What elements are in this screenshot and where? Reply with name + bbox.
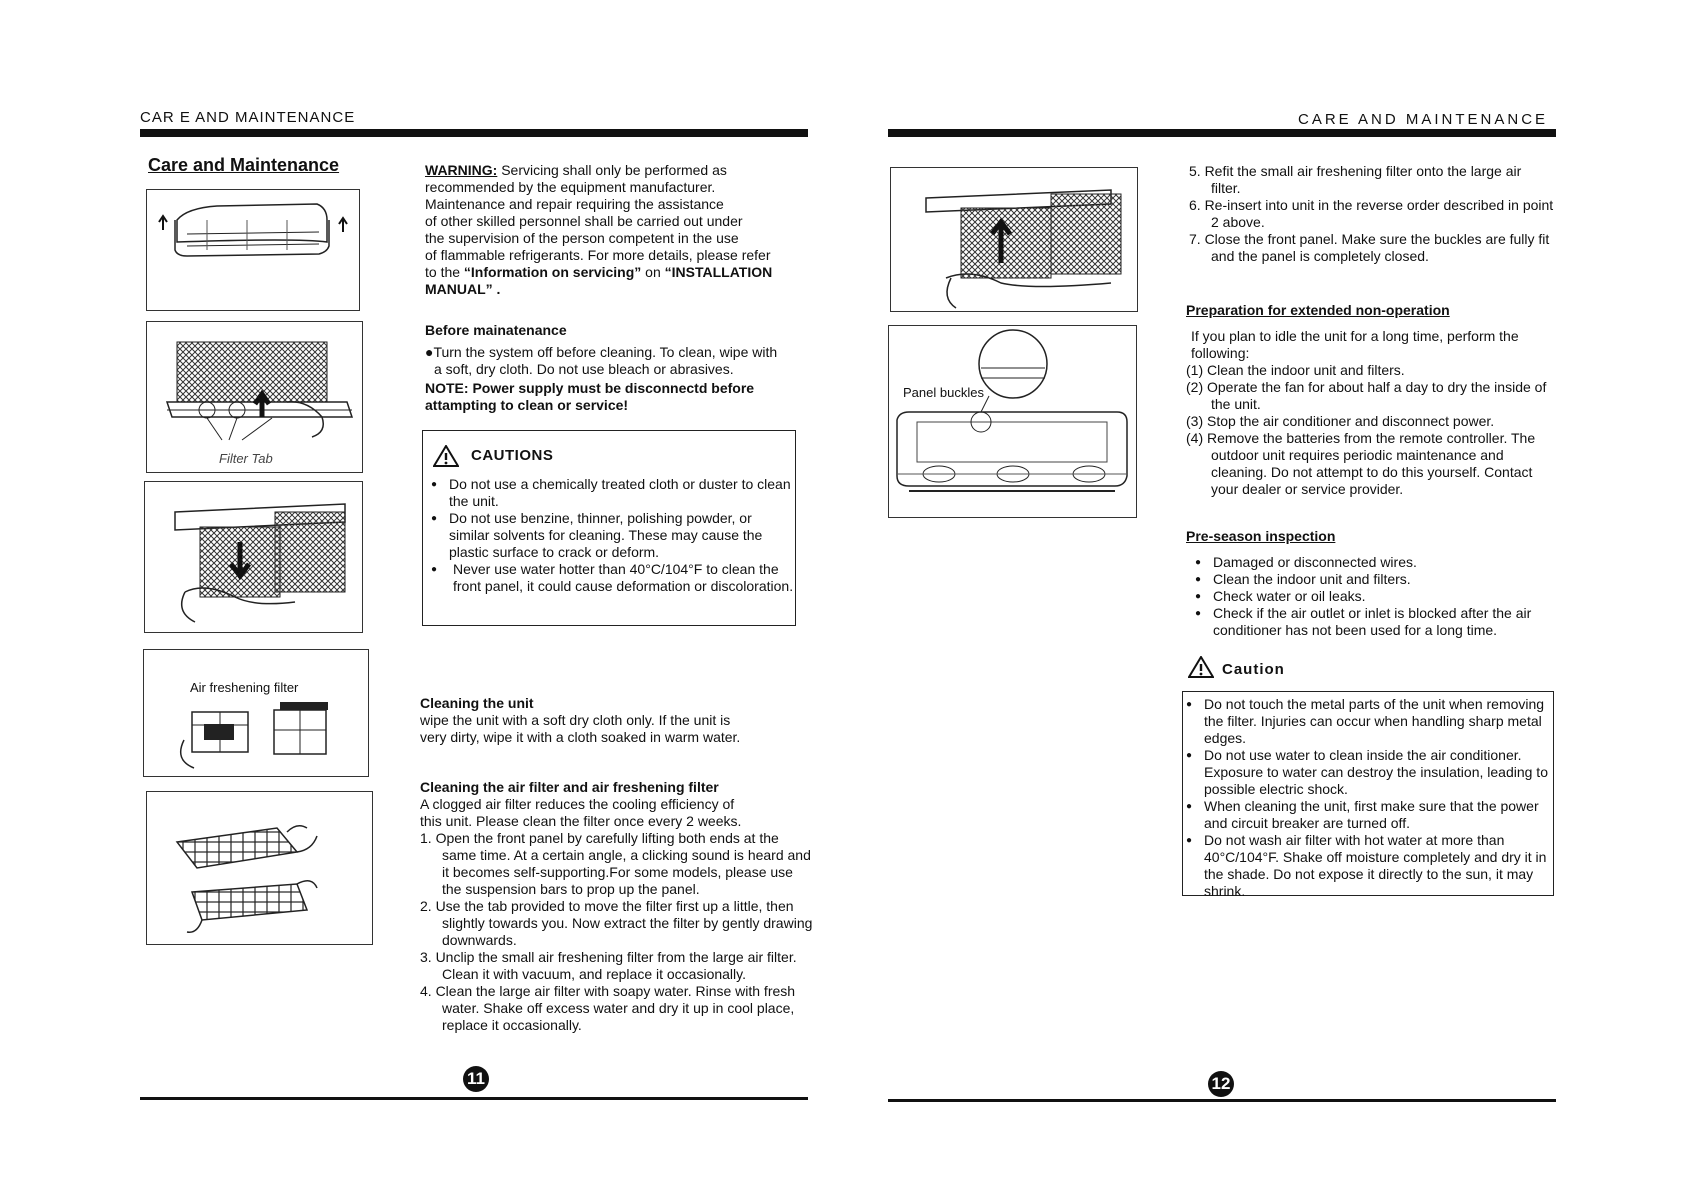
preparation-section (1186, 302, 1556, 498)
note-line: attampting to clean or service! (425, 397, 629, 413)
figure-refit-filter (890, 167, 1138, 312)
preparation-item: (3) Stop the air conditioner and disconnect power. (1186, 413, 1495, 429)
note-line: NOTE: Power supply must be disconnectd before (425, 380, 755, 396)
caution-item: ● Do not use benzine, thinner, polishing powder, or similar solvents for cleaning. These may cause the plastic surface to crack or deform. (449, 510, 794, 561)
info-servicing-ref: “Information on servicing” (463, 264, 642, 280)
caution-list (1183, 696, 1549, 900)
cautions-list (427, 476, 794, 595)
preseason-item: ● Damaged or disconnected wires. (1213, 554, 1558, 571)
figure-panel-buckles (888, 325, 1137, 518)
before-maintenance (425, 322, 825, 414)
filter-removal-illustration (145, 482, 362, 632)
refit-step: 7. Close the front panel. Make sure the buckles are fully fit and the panel is completely closed. (1189, 231, 1550, 264)
cleaning-filter-intro: A clogged air filter reduces the cooling efficiency of (420, 796, 735, 812)
warning-line: on (641, 264, 665, 280)
cleaning-step: 3. Unclip the small air freshening filter from the large air filter. Clean it with vacuum, and replace it occasionally. (420, 949, 797, 982)
warning-triangle-icon (433, 445, 459, 472)
cleaning-step: 4. Clean the large air filter with soapy water. Rinse with fresh water. Shake off excess water and dry it up in cool place, replace it occasionally. (420, 983, 796, 1033)
caution-heading: Caution (1222, 661, 1285, 678)
page-number-right: 12 (1208, 1071, 1234, 1097)
caution-right-item: ● Do not wash air filter with hot water at more than 40°C/104°F. Shake off moisture completely and dry it in the shade. Do not expose it directly to the sun, it may shrink. (1204, 832, 1549, 900)
refit-step: 6. Re-insert into unit in the reverse order described in point 2 above. (1189, 197, 1554, 230)
before-maintenance-heading: Before mainatenance (425, 322, 567, 338)
preparation-item: (2) Operate the fan for about half a day to dry the inside of the unit. (1186, 379, 1547, 412)
figure-air-freshening-filter (143, 649, 369, 777)
cleaning-filter (420, 779, 815, 1034)
before-line: ●Turn the system off before cleaning. To clean, wipe with (425, 344, 778, 360)
caution-item: ● Never use water hotter than 40°C/104°F to clean the front panel, it could cause deformation or discoloration. (449, 561, 794, 595)
cleaning-unit (420, 695, 820, 746)
warning-line: Servicing shall only be performed as (497, 162, 727, 178)
preparation-intro: If you plan to idle the unit for a long time, perform the following: (1191, 328, 1519, 361)
caution-right-item: ● Do not touch the metal parts of the unit when removing the filter. Injuries can occur when handling sharp metal edges. (1204, 696, 1549, 747)
cleaning-step: 1. Open the front panel by carefully lifting both ends at the same time. At a certain angle, a clicking sound is heard and it becomes self-supporting.For some models, please use the suspension bars to prop up the panel. (420, 830, 811, 897)
warning-line: to the (425, 264, 464, 280)
cleaning-unit-heading: Cleaning the unit (420, 695, 534, 711)
filter-tab-label: Filter Tab (219, 451, 273, 466)
preseason-heading: Pre-season inspection (1186, 528, 1336, 544)
caution-item: ● Do not use a chemically treated cloth or duster to clean the unit. (449, 476, 794, 510)
warning-line: of other skilled personnel shall be carried out under (425, 213, 743, 229)
refit-step: 5. Refit the small air freshening filter onto the large air filter. (1189, 163, 1522, 196)
warning-line: recommended by the equipment manufacturer. (425, 179, 716, 195)
warning-label: WARNING: (425, 162, 498, 178)
filter-tab-illustration (147, 322, 362, 452)
caution-triangle-icon (1188, 656, 1214, 683)
cautions-box (422, 430, 796, 626)
refit-steps (1189, 163, 1554, 265)
caution-box (1182, 691, 1554, 899)
open-panel-illustration (147, 190, 359, 310)
cautions-heading: CAUTIONS (471, 447, 554, 464)
panel-buckles-label: Panel buckles (903, 385, 984, 400)
cleaning-filter-heading: Cleaning the air filter and air freshening filter (420, 779, 719, 795)
caution-right-item: ● Do not use water to clean inside the air conditioner. Exposure to water can destroy the insulation, leading to possible electric shock. (1204, 747, 1549, 798)
figure-filter-removal (144, 481, 363, 633)
warning-block (425, 162, 815, 298)
preseason-item: ● Check if the air outlet or inlet is blocked after the air conditioner has not been used for a long time. (1213, 605, 1558, 639)
figure-open-panel (146, 189, 360, 311)
before-line: a soft, dry cloth. Do not use bleach or abrasives. (434, 361, 734, 377)
preseason-item: ● Check water or oil leaks. (1213, 588, 1558, 605)
cleaning-unit-line: very dirty, wipe it with a cloth soaked in warm water. (420, 729, 741, 745)
manual-ref: MANUAL” . (425, 281, 501, 297)
figure-washing-filter (146, 791, 373, 945)
preparation-item: (1) Clean the indoor unit and filters. (1186, 362, 1405, 378)
warning-line: Maintenance and repair requiring the assistance (425, 196, 724, 212)
left-page-header: CAR E AND MAINTENANCE (140, 109, 356, 126)
left-footer-rule (140, 1097, 808, 1100)
caution-right-item: ● When cleaning the unit, first make sure that the power and circuit breaker are turned off. (1204, 798, 1549, 832)
page-number-left: 11 (463, 1066, 489, 1092)
cleaning-step: 2. Use the tab provided to move the filter first up a little, then slightly towards you. Now extract the filter by gently drawing downwards. (420, 898, 813, 948)
right-footer-rule (888, 1099, 1556, 1102)
warning-line: of flammable refrigerants. For more details, please refer (425, 247, 771, 263)
page-title: Care and Maintenance (148, 155, 340, 175)
air-freshening-filter-illustration (144, 650, 368, 776)
air-freshening-filter-label: Air freshening filter (190, 680, 299, 695)
figure-filter-tab (146, 321, 363, 473)
cleaning-filter-intro: this unit. Please clean the filter once every 2 weeks. (420, 813, 742, 829)
preparation-item: (4) Remove the batteries from the remote controller. The outdoor unit requires periodic maintenance and cleaning. Do not attempt to do this yourself. Contact your dealer or service provider. (1186, 430, 1536, 497)
cleaning-unit-line: wipe the unit with a soft dry cloth only. If the unit is (420, 712, 731, 728)
installation-ref: “INSTALLATION (664, 264, 773, 280)
washing-filter-illustration (147, 792, 372, 944)
warning-line: the supervision of the person competent in the use (425, 230, 739, 246)
preseason-section (1186, 528, 1558, 639)
refit-filter-illustration (891, 168, 1137, 311)
preparation-heading: Preparation for extended non-operation (1186, 302, 1450, 318)
preseason-item: ● Clean the indoor unit and filters. (1213, 571, 1558, 588)
right-header-rule (888, 129, 1556, 137)
panel-buckles-illustration (889, 326, 1136, 517)
right-page-header: CARE AND MAINTENANCE (1298, 111, 1549, 128)
left-header-rule (140, 129, 808, 137)
